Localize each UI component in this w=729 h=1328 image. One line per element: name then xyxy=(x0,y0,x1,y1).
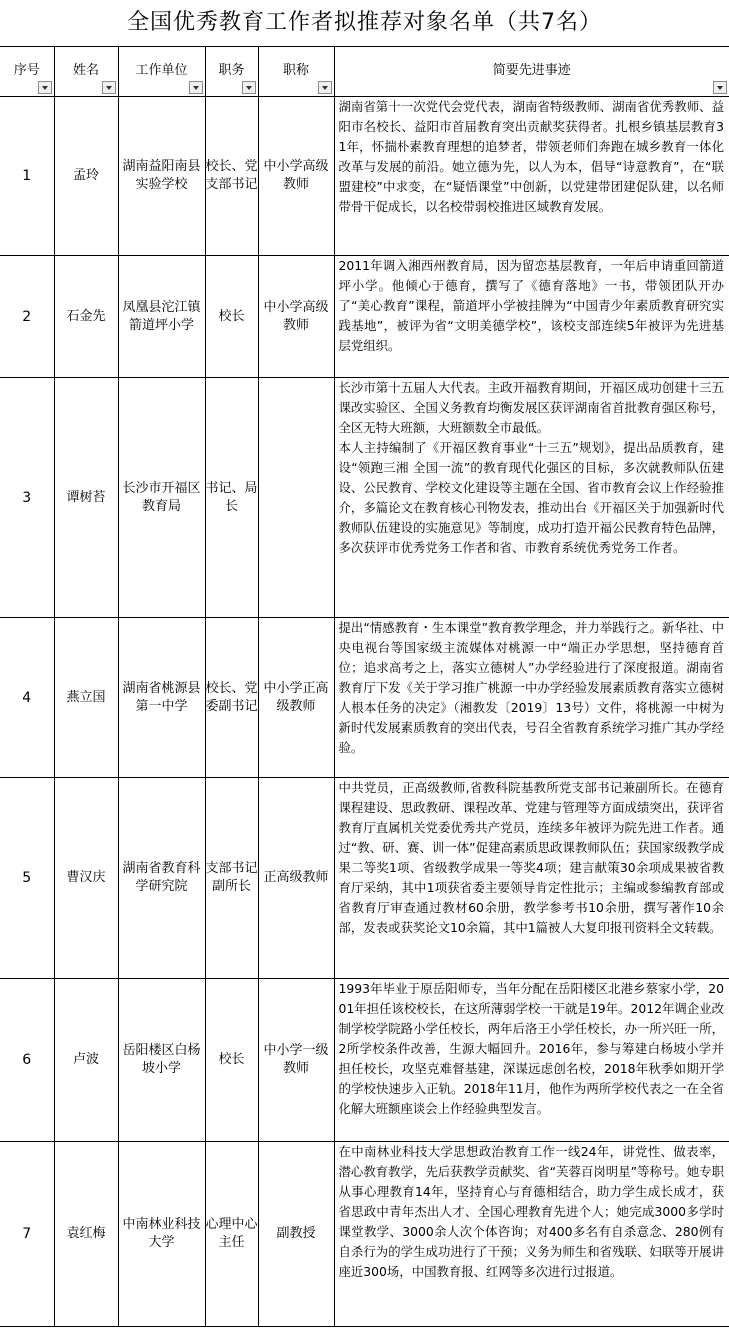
table-row xyxy=(0,1142,729,1327)
cell-post: 校长 xyxy=(205,979,258,1142)
description-paragraph: 2011年调入湘西州教育局，因为留恋基层教育，一年后申请重回箭道坪小学。他倾心于德育，撰写了《德育落地》一书，带领团队开办了“美心教育”课程，箭道坪小学被挂牌为“中国青少年素质教育研究实践基地”，被评为省“文明美德学校”，该校支部连续5年被评为先进基层党组织。 xyxy=(338,258,724,353)
header-rank: 职称 xyxy=(258,47,334,97)
description-paragraph: 提出“情感教育・生本课堂”教育教学理念，并力举践行之。新华社、中央电视台等国家级主流媒体对桃源一中“端正办学思想，坚持德育首位；追求高考之上，落实立德树人”办学经验进行了深度报道。湖南省教育厅下发《关于学习推广桃源一中办学经验发展素质教育落实立德树人根本任务的决定》（湘教发〔2019〕13号）文件，将桃源一中树为新时代发展素质教育的突出代表，号召全省教育系统学习推广其办学经验。 xyxy=(338,620,724,755)
cell-description xyxy=(334,778,729,979)
cell-post: 支部书记副所长 xyxy=(205,778,258,979)
description-paragraph: 1993年毕业于原岳阳师专，当年分配在岳阳楼区北港乡蔡家小学，2001年担任该校校长，在这所薄弱学校一干就是19年。2012年调企业改制学校学院路小学任校长，两年后洛王小学任校长，办一所兴旺一所，2所学校条件改善，生源大幅回升。2016年，参与筹建白杨坡小学并担任校长，攻坚克难督基建，深谋远虑创名校，2018年秋季如期开学的学校快速步入正轨。2018年11月，他作为两所学校代表之一在全省化解大班额座谈会上作经验典型发言。 xyxy=(338,981,724,1116)
cell-rank: 正高级教师 xyxy=(258,778,334,979)
cell-unit: 中南林业科技大学 xyxy=(118,1142,205,1327)
cell-post: 心理中心主任 xyxy=(205,1142,258,1327)
cell-name: 燕立国 xyxy=(54,618,118,778)
dropdown-arrow-icon[interactable] xyxy=(102,81,116,94)
cell-index: 1 xyxy=(0,97,54,256)
cell-rank: 中小学一级教师 xyxy=(258,979,334,1142)
cell-index: 6 xyxy=(0,979,54,1142)
description-paragraph: 在中南林业科技大学思想政治教育工作一线24年，讲党性、做表率，潜心教育教学，先后获教学贡献奖、省“芙蓉百岗明星”等称号。她专职从事心理教育14年，坚持育心与育德相结合，助力学生成长成才，获省思政中青年杰出人才、全国心理教育先进个人；她完成3000多学时课堂教学、3000余人次个体咨询；对400多名有自杀意念、280例有自杀行为的学生成功进行了干预；义务为师生和省残联、妇联等开展讲座近300场，中国教育报、红网等多次进行过报道。 xyxy=(338,1144,724,1279)
description-paragraph: 本人主持编制了《开福区教育事业“十三五”规划》，提出品质教育，建设“领跑三湘 全国一流”的教育现代化强区的目标，多次就教师队伍建设、公民教育、学校文化建设等主题在全国、省市教育会议上作经验推介，多篇论文在教育核心刊物发表，推动出台《开福区关于加强新时代教师队伍建设的实施意见》等制度，成功打造开福公民教育特色品牌，多次获评市优秀党务工作者和省、市教育系统优秀党务工作者。 xyxy=(338,440,724,555)
cell-description xyxy=(334,97,729,256)
table-row xyxy=(0,618,729,778)
cell-unit: 湖南省教育科学研究院 xyxy=(118,778,205,979)
cell-index: 7 xyxy=(0,1142,54,1327)
description-paragraph: 湖南省第十一次党代会党代表，湖南省特级教师、湖南省优秀教师、益阳市名校长、益阳市首届教育突出贡献奖获得者。扎根乡镇基层教育31年，怀揣朴素教育理想的追梦者，带领老师们奔跑在城乡教育一体化改革与发展的前沿。她立德为先，以人为本，倡导“诗意教育”，在“联盟建校”中求变，在“疑悟课堂”中创新，以党建带团建促队建，以名师带骨干促成长，以名校带弱校推进区域教育发展。 xyxy=(338,99,724,214)
dropdown-arrow-icon[interactable] xyxy=(713,81,727,94)
cell-name: 卢波 xyxy=(54,979,118,1142)
cell-post: 校长 xyxy=(205,256,258,378)
cell-unit: 湖南省桃源县第一中学 xyxy=(118,618,205,778)
cell-description xyxy=(334,256,729,378)
header-unit: 工作单位 xyxy=(118,47,205,97)
header-name: 姓名 xyxy=(54,47,118,97)
cell-index: 4 xyxy=(0,618,54,778)
dropdown-arrow-icon[interactable] xyxy=(318,81,332,94)
description-paragraph: 长沙市第十五届人大代表。主政开福教育期间，开福区成功创建十三五课改实验区、全国义务教育均衡发展区获评湖南省首批教育强区称号，全区无特大班额，大班额数全市最低。 xyxy=(338,380,724,435)
dropdown-arrow-icon[interactable] xyxy=(242,81,256,94)
cell-unit: 长沙市开福区教育局 xyxy=(118,378,205,618)
dropdown-arrow-icon[interactable] xyxy=(189,81,203,94)
cell-unit: 湖南益阳南县实验学校 xyxy=(118,97,205,256)
table-row xyxy=(0,979,729,1142)
description-paragraph: 中共党员，正高级教师,省教科院基教所党支部书记兼副所长。在德育课程建设、思政教研、课程改革、党建与管理等方面成绩突出，获评省教育厅直属机关党委优秀共产党员，连续多年被评为院先进工作者。通过“教、研、赛、训一体”促建高素质思政课教师队伍；获国家级教学成果二等奖1项、省级教学成果一等奖4项；建言献策30余项成果被省教育厅采纳，其中1项获省委主要领导肯定性批示；主编或参编教育部或省教育厅审查通过教材60余册，教学参考书10余册，撰写著作10余部，发表或获奖论文10余篇，其中1篇被人大复印报刊资料全文转载。 xyxy=(338,780,724,935)
cell-rank: 中小学正高级教师 xyxy=(258,618,334,778)
cell-unit: 凤凰县沱江镇箭道坪小学 xyxy=(118,256,205,378)
cell-name: 孟玲 xyxy=(54,97,118,256)
table-row xyxy=(0,256,729,378)
nominee-table xyxy=(0,47,729,1327)
page-title: 全国优秀教育工作者拟推荐对象名单（共7名） xyxy=(0,0,729,47)
header-index: 序号 xyxy=(0,47,54,97)
cell-description xyxy=(334,979,729,1142)
cell-index: 5 xyxy=(0,778,54,979)
cell-post: 校长、党支部书记 xyxy=(205,97,258,256)
cell-name: 袁红梅 xyxy=(54,1142,118,1327)
table-row xyxy=(0,778,729,979)
cell-description xyxy=(334,618,729,778)
table-row xyxy=(0,97,729,256)
cell-unit: 岳阳楼区白杨坡小学 xyxy=(118,979,205,1142)
cell-description xyxy=(334,1142,729,1327)
cell-name: 石金先 xyxy=(54,256,118,378)
cell-rank xyxy=(258,378,334,618)
cell-description xyxy=(334,378,729,618)
cell-index: 3 xyxy=(0,378,54,618)
cell-name: 曹汉庆 xyxy=(54,778,118,979)
cell-post: 校长、党委副书记 xyxy=(205,618,258,778)
cell-index: 2 xyxy=(0,256,54,378)
header-post: 职务 xyxy=(205,47,258,97)
table-header-row xyxy=(0,47,729,97)
table-row xyxy=(0,378,729,618)
cell-name: 谭树苔 xyxy=(54,378,118,618)
cell-rank: 中小学高级教师 xyxy=(258,256,334,378)
header-description: 简要先进事迹 xyxy=(334,47,729,97)
dropdown-arrow-icon[interactable] xyxy=(38,81,52,94)
cell-rank: 中小学高级教师 xyxy=(258,97,334,256)
cell-post: 书记、局长 xyxy=(205,378,258,618)
cell-rank: 副教授 xyxy=(258,1142,334,1327)
